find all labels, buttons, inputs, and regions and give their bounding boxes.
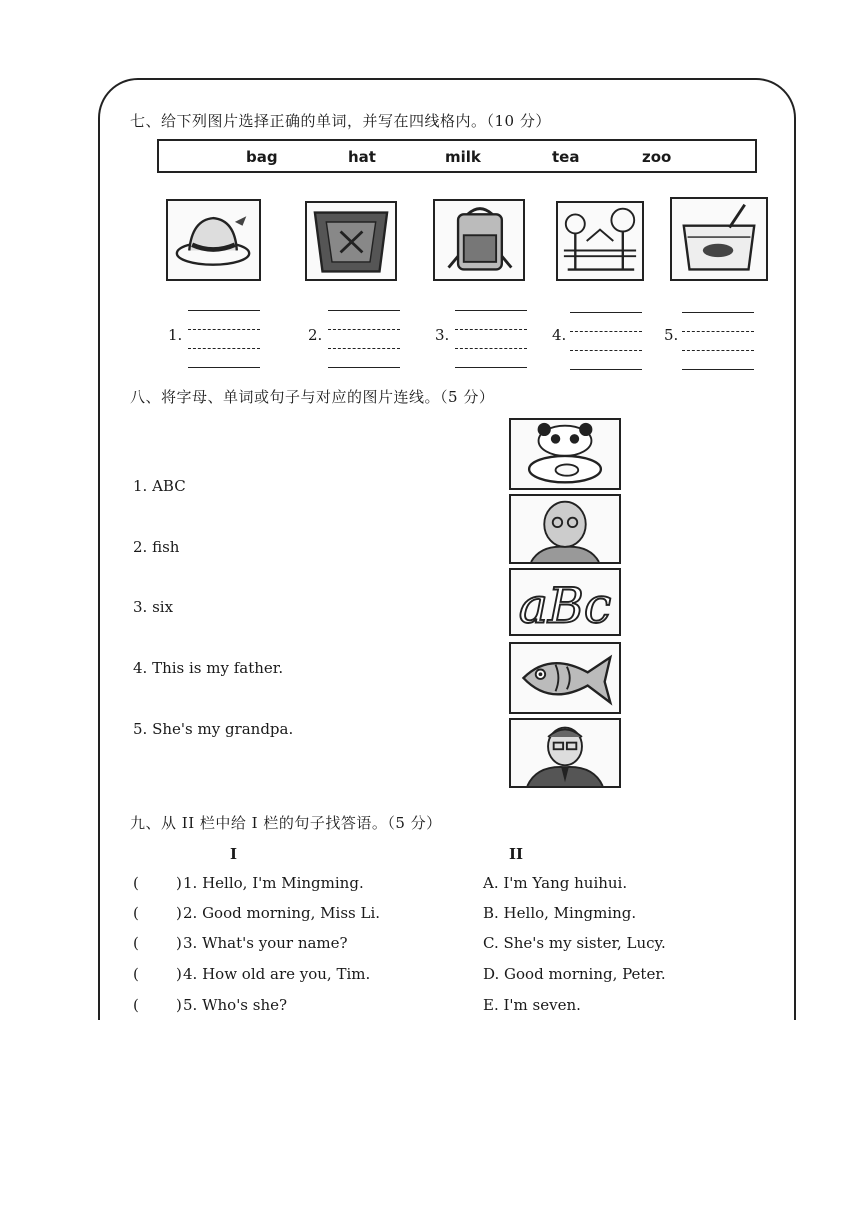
answer-option-c: C. She's my sister, Lucy.	[483, 934, 666, 952]
four-line-grid-1[interactable]	[188, 310, 260, 368]
match-item-3: 3. six	[133, 598, 174, 616]
column-ii-header: II	[509, 845, 524, 863]
hat-icon	[166, 199, 261, 281]
answer-bracket-close: )	[176, 874, 182, 892]
answer-number-4: 4.	[552, 326, 567, 344]
four-line-grid-3[interactable]	[455, 310, 527, 368]
column-i-header: I	[230, 845, 238, 863]
tea-icon	[305, 201, 397, 281]
word-hat: hat	[348, 148, 376, 166]
word-tea: tea	[552, 148, 580, 166]
panda-six-icon	[509, 418, 621, 490]
grandma-icon	[509, 494, 621, 564]
section9-title: 九、从 II 栏中给 I 栏的句子找答语。（5 分）	[130, 814, 442, 832]
answer-bracket-open[interactable]: (	[133, 934, 139, 952]
four-line-grid-4[interactable]	[570, 312, 642, 370]
letters-icon	[509, 568, 621, 636]
zoo-icon	[556, 201, 644, 281]
answer-bracket-close: )	[176, 965, 182, 983]
answer-number-5: 5.	[664, 326, 679, 344]
answer-bracket-close: )	[176, 904, 182, 922]
section7-title: 七、给下列图片选择正确的单词，并写在四线格内。（10 分）	[130, 112, 551, 130]
bag-icon	[433, 199, 525, 281]
answer-option-e: E. I'm seven.	[483, 996, 581, 1014]
answer-option-a: A. I'm Yang huihui.	[483, 874, 628, 892]
answer-number-1: 1.	[168, 326, 183, 344]
question-text: 5. Who's she?	[183, 996, 288, 1014]
question-text: 2. Good morning, Miss Li.	[183, 904, 381, 922]
section8-title: 八、将字母、单词或句子与对应的图片连线。（5 分）	[130, 388, 495, 406]
answer-bracket-open[interactable]: (	[133, 874, 139, 892]
milk-icon	[670, 197, 768, 281]
word-milk: milk	[445, 148, 481, 166]
answer-bracket-close: )	[176, 934, 182, 952]
answer-bracket-open[interactable]: (	[133, 904, 139, 922]
four-line-grid-5[interactable]	[682, 312, 754, 370]
answer-bracket-open[interactable]: (	[133, 965, 139, 983]
word-bag: bag	[246, 148, 278, 166]
answer-option-d: D. Good morning, Peter.	[483, 965, 666, 983]
father-icon	[509, 718, 621, 788]
match-item-5: 5. She's my grandpa.	[133, 720, 294, 738]
match-item-2: 2. fish	[133, 538, 180, 556]
answer-bracket-close: )	[176, 996, 182, 1014]
answer-number-2: 2.	[308, 326, 323, 344]
answer-number-3: 3.	[435, 326, 450, 344]
question-text: 3. What's your name?	[183, 934, 348, 952]
letters-picture-text: aBc	[518, 577, 612, 634]
fish-icon	[509, 642, 621, 714]
answer-bracket-open[interactable]: (	[133, 996, 139, 1014]
four-line-grid-2[interactable]	[328, 310, 400, 368]
match-item-4: 4. This is my father.	[133, 659, 284, 677]
word-zoo: zoo	[642, 148, 672, 166]
answer-option-b: B. Hello, Mingming.	[483, 904, 637, 922]
match-item-1: 1. ABC	[133, 477, 186, 495]
question-text: 4. How old are you, Tim.	[183, 965, 371, 983]
question-text: 1. Hello, I'm Mingming.	[183, 874, 364, 892]
